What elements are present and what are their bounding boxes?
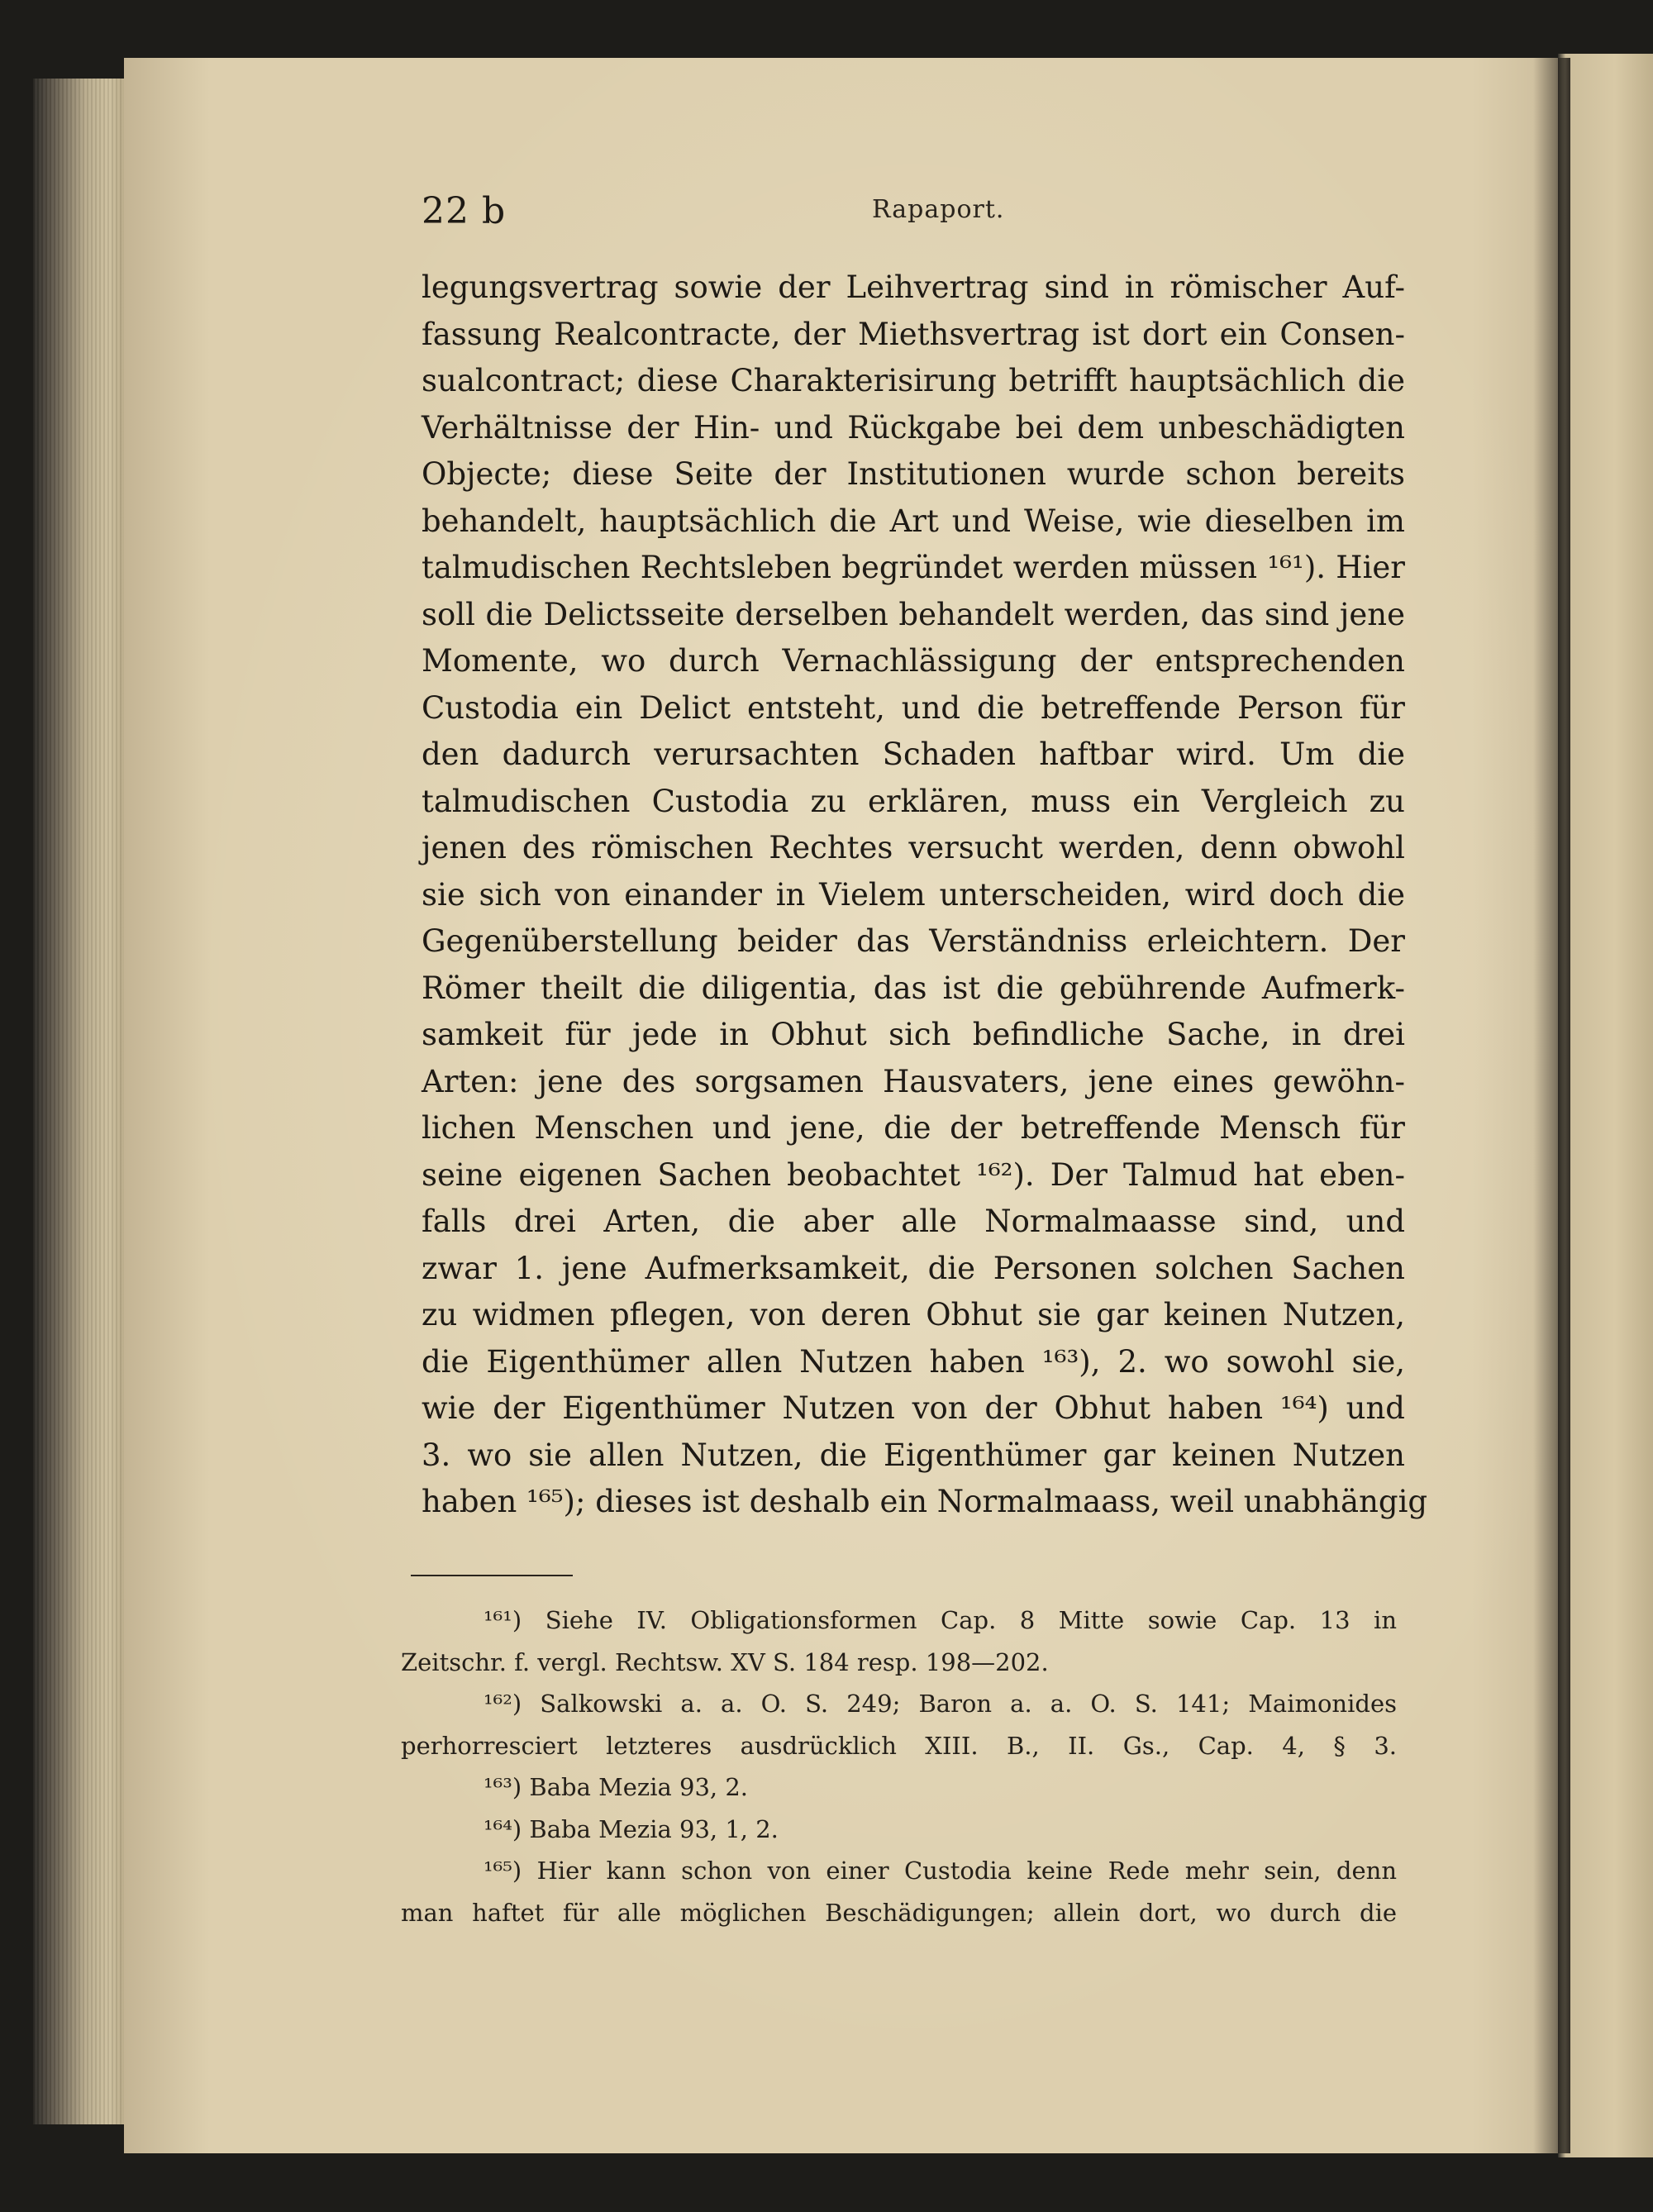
footnote-line: ¹⁶⁴) Baba Mezia 93, 1, 2. <box>484 1814 779 1843</box>
text-line: soll die Delictsseite derselben behandelt werden, das sind jene <box>422 596 1405 632</box>
footnote-rule <box>411 1575 573 1576</box>
text-line: Objecte; diese Seite der Institutionen wurde schon bereits <box>422 456 1405 492</box>
text-line: zwar 1. jene Aufmerksamkeit, die Personen solchen Sachen <box>422 1250 1405 1286</box>
main-text-block <box>422 265 1428 1526</box>
footnote-line: ¹⁶³) Baba Mezia 93, 2. <box>484 1773 749 1801</box>
text-line: talmudischen Custodia zu erklären, muss ein Vergleich zu <box>422 783 1405 819</box>
text-line: samkeit für jede in Obhut sich befindliche Sache, in drei <box>422 1017 1405 1052</box>
footnote-line: Zeitschr. f. vergl. Rechtsw. XV S. 184 resp. 198—202. <box>401 1647 1049 1676</box>
text-line: Custodia ein Delict entsteht, und die betreffende Person für <box>422 689 1405 726</box>
text-line: sie sich von einander in Vielem unterscheiden, wird doch die <box>422 876 1405 913</box>
text-line: den dadurch verursachten Schaden haftbar wird. Um die <box>422 737 1405 772</box>
text-line: jenen des römischen Rechtes versucht werden, denn obwohl <box>422 830 1405 865</box>
spine-shadow <box>1533 58 1570 2153</box>
text-line: behandelt, hauptsächlich die Art und Weise, wie dieselben im <box>422 503 1405 539</box>
footnote-line: man haftet für alle möglichen Beschädigungen; allein dort, wo durch die <box>401 1898 1397 1927</box>
page-header <box>422 190 1405 240</box>
footnote-line: ¹⁶⁵) Hier kann schon von einer Custodia keine Rede mehr sein, denn <box>484 1857 1397 1885</box>
footnote-line: ¹⁶²) Salkowski a. a. O. S. 249; Baron a. a. O. S. 141; Maimonides <box>484 1690 1397 1718</box>
text-line: Momente, wo durch Vernachlässigung der entsprechenden <box>422 643 1405 679</box>
text-line: die Eigenthümer allen Nutzen haben ¹⁶³), 2. wo sowohl sie, <box>422 1343 1405 1380</box>
text-line: fassung Realcontracte, der Miethsvertrag ist dort ein Consen- <box>422 316 1405 352</box>
footnote-line: perhorresciert letzteres ausdrücklich XIII. B., II. Gs., Cap. 4, § 3. <box>401 1731 1397 1760</box>
text-line: Römer theilt die diligentia, das ist die gebührende Aufmerk- <box>422 970 1405 1006</box>
text-line: 3. wo sie allen Nutzen, die Eigenthümer gar keinen Nutzen <box>422 1437 1405 1473</box>
text-line: talmudischen Rechtsleben begründet werden müssen ¹⁶¹). Hier <box>422 550 1405 585</box>
running-head: Rapaport. <box>872 195 1005 224</box>
text-line: Gegenüberstellung beider das Verständniss erleichtern. Der <box>422 923 1405 959</box>
text-line: sualcontract; diese Charakterisirung betrifft hauptsächlich die <box>422 363 1405 398</box>
page-number: 22 b <box>422 190 507 232</box>
text-line: lichen Menschen und jene, die der betreffende Mensch für <box>422 1110 1405 1146</box>
text-line: wie der Eigenthümer Nutzen von der Obhut haben ¹⁶⁴) und <box>422 1390 1405 1426</box>
book-edge-left <box>33 79 128 2124</box>
text-line: legungsvertrag sowie der Leihvertrag sind in römischer Auf- <box>422 269 1405 305</box>
text-line: falls drei Arten, die aber alle Normalmaasse sind, und <box>422 1204 1405 1239</box>
text-line: haben ¹⁶⁵); dieses ist deshalb ein Normalmaass, weil unabhängig <box>422 1484 1428 1519</box>
text-line: Arten: jene des sorgsamen Hausvaters, jene eines gewöhn- <box>422 1063 1405 1099</box>
facing-page-edge <box>1558 54 1653 2157</box>
text-line: Verhältnisse der Hin- und Rückgabe bei dem unbeschädigten <box>422 409 1405 446</box>
text-line: zu widmen pflegen, von deren Obhut sie gar keinen Nutzen, <box>422 1297 1405 1332</box>
footnotes <box>401 1599 1397 1933</box>
footnote-line: ¹⁶¹) Siehe IV. Obligationsformen Cap. 8 Mitte sowie Cap. 13 in <box>484 1606 1397 1634</box>
text-line: seine eigenen Sachen beobachtet ¹⁶²). Der Talmud hat eben- <box>422 1156 1405 1193</box>
